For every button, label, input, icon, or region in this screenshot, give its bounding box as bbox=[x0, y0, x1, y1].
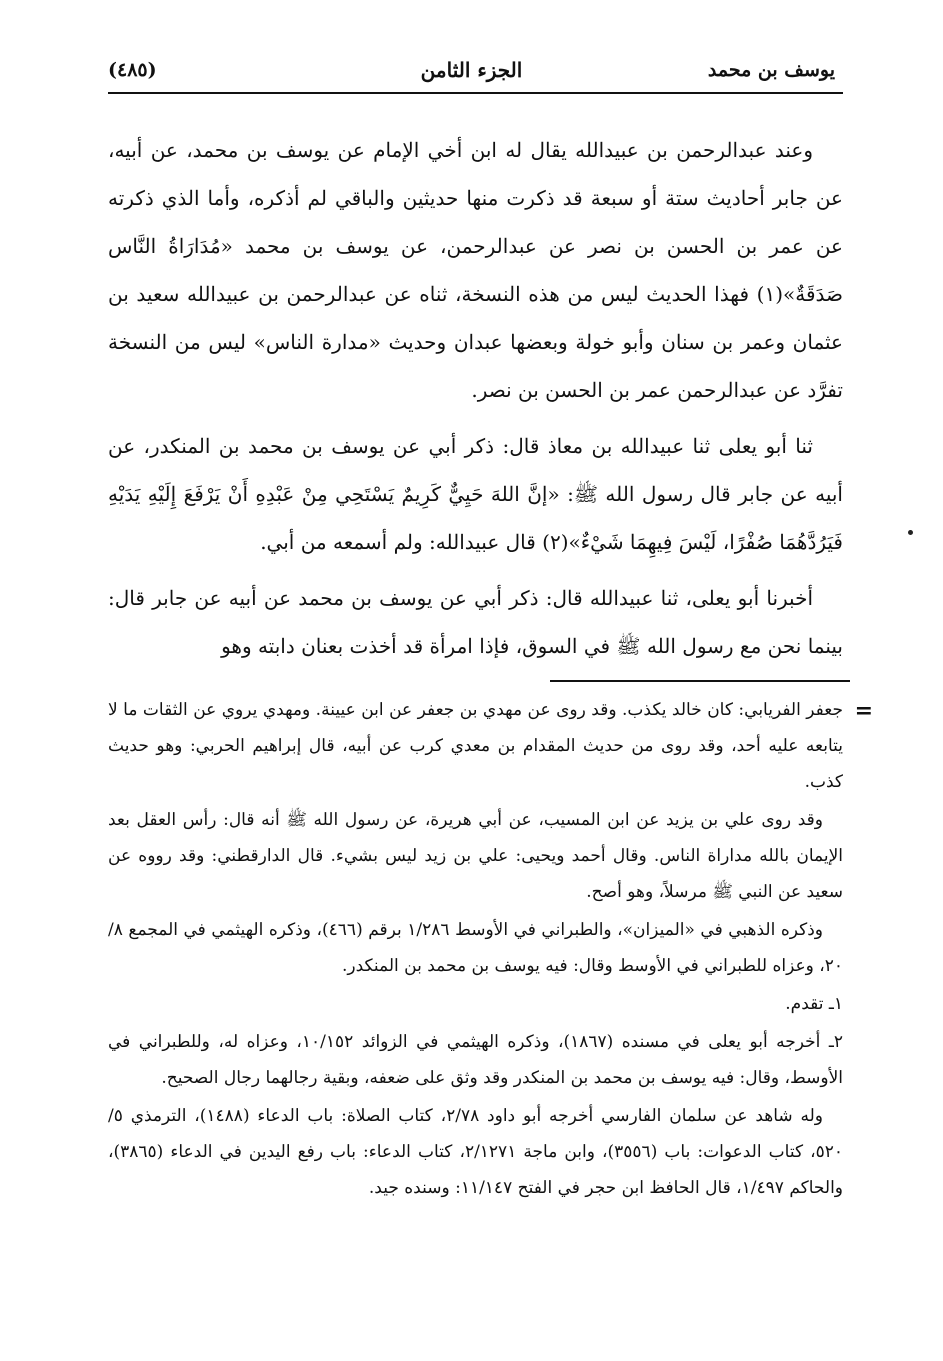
body-paragraph-1: وعند عبدالرحمن بن عبيدالله يقال له ابن أخي الإمام عن يوسف بن محمد، عن أبيه، عن جابر أحاديث ستة أو سبعة قد ذكرت منها حديثين والباقي لم أذكره، وأما الذي ذكرته عن عمر بن الحسن بن نصر عن عبدالرحمن، عن يوسف بن محمد «مُدَارَاةُ النَّاس صَدَقَةٌ»(١) فهذا الحديث ليس من هذه النسخة، ثناه عن عبدالرحمن بن عبيدالله سعيد بن عثمان وعمر بن سنان وأبو خولة وبعضها عبدان وحديث «مدارة الناس» ليس من النسخة تفرَّد عن عبدالرحمن عمر بن الحسن بن نصر. bbox=[108, 138, 843, 402]
header-rule bbox=[108, 92, 843, 94]
footnote-paragraph: وله شاهد عن سلمان الفارسي أخرجه أبو داود ٢/٧٨، كتاب الصلاة: باب الدعاء (١٤٨٨)، الترمذي ٥/ ٥٢٠، كتاب الدعوات: باب (٣٥٥٦)، وابن ماجة ٢/١٢٧١، كتاب الدعاء: باب رفع اليدين في الدعاء (٣٨٦٥)، والحاكم ١/٤٩٧، قال الحافظ ابن حجر في الفتح ١١/١٤٧: وسنده جيد. bbox=[108, 1106, 843, 1198]
running-header bbox=[108, 52, 835, 88]
main-text bbox=[108, 126, 843, 678]
body-paragraph-2: ثنا أبو يعلى ثنا عبيدالله بن معاذ قال: ذكر أبي عن يوسف بن محمد بن المنكدر، عن أبيه عن جابر قال رسول الله ﷺ: «إنَّ اللهَ حَيِيٌّ كَرِيمٌ يَسْتَحِي مِنْ عَبْدِهِ أَنْ يَرْفَعَ إِلَيْهِ يَدَيْهِ فَيَرُدَّهُمَا صُفْرًا، لَيْسَ فِيهِمَا شَيْءٌ»(٢) قال عبيدالله: ولم أسمعه من أبي. bbox=[108, 434, 843, 554]
footnote-paragraph: وذكره الذهبي في «الميزان»، والطبراني في الأوسط ١/٢٨٦ برقم (٤٦٦)، وذكره الهيثمي في المجمع ٨/ ٢٠، وعزاه للطبراني في الأوسط وقال: فيه يوسف بن محمد بن المنكدر. bbox=[108, 920, 843, 976]
footnote-2: ٢ـ أخرجه أبو يعلى في مسنده (١٨٦٧)، وذكره الهيثمي في الزوائد ١٠/١٥٢، وعزاه له، وللطبراني في الأوسط، وقال: فيه يوسف بن محمد بن المنكدر وقد وثق على ضعفه، وبقية رجالهما رجال الصحيح. bbox=[108, 1032, 844, 1088]
header-volume: الجزء الثامن bbox=[420, 58, 523, 82]
footnote-paragraph: جعفر الفريابي: كان خالد يكذب. وقد روى عن مهدي بن جعفر عن ابن عيينة. ومهدي يروي عن الثقات ما لا يتابعه عليه أحد، وقد روى من حديث المقدام بن معدي كرب عن أبيه، قال إبراهيم الحربي: وهو حديث كذب. bbox=[108, 700, 843, 792]
footnote-paragraph: وقد روى علي بن يزيد عن ابن المسيب، عن أبي هريرة، عن رسول الله ﷺ أنه قال: رأس العقل بعد الإيمان بالله مداراة الناس. وقال أحمد ويحيى: علي بن زيد ليس بشيء. قال الدارقطني: وقد رووه عن سعيد عن النبي ﷺ مرسلاً، وهو أصح. bbox=[108, 810, 843, 902]
footnote-continuation-mark: = bbox=[854, 698, 873, 724]
margin-dot bbox=[908, 530, 913, 535]
footnotes bbox=[108, 692, 843, 1208]
header-author: يوسف بن محمد bbox=[707, 59, 835, 81]
body-paragraph-3: أخبرنا أبو يعلى، ثنا عبيدالله قال: ذكر أبي عن يوسف بن محمد عن أبيه عن جابر قال: بينما نحن مع رسول الله ﷺ في السوق، فإذا امرأة قد أخذت بعنان دابته وهو bbox=[108, 586, 843, 658]
header-page-number: (٤٨٥) bbox=[108, 59, 157, 81]
footnote-1: ١ـ تقدم. bbox=[785, 994, 843, 1014]
footnote-separator bbox=[550, 680, 850, 682]
